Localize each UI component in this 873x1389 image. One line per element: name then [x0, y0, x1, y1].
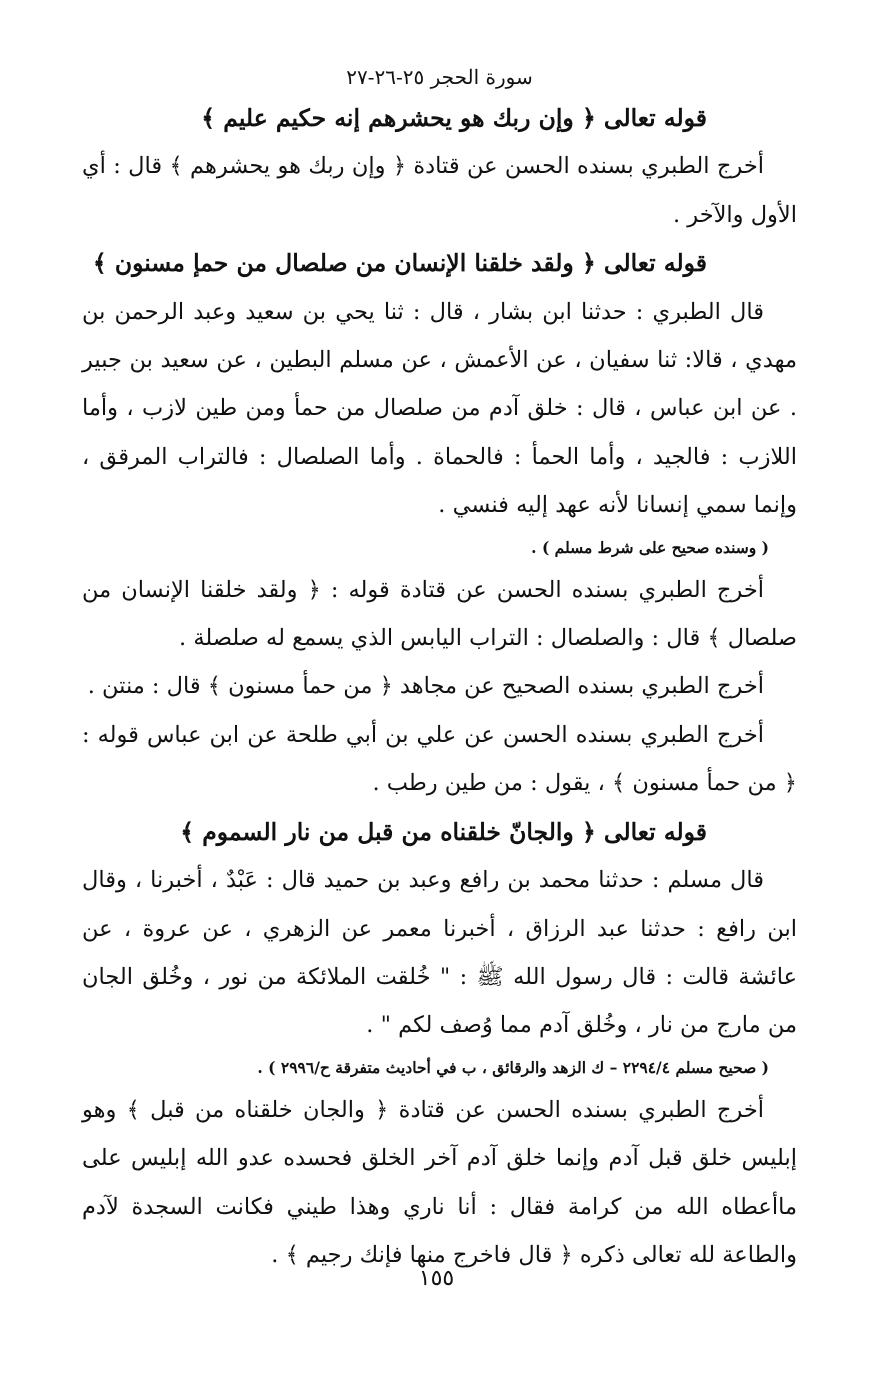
verse-heading: قوله تعالى ﴿ وإن ربك هو يحشرهم إنه حكيم عليم ﴾ [201, 104, 707, 132]
paragraph: أخرج الطبري بسنده الصحيح عن مجاهد ﴿ من حمأ مسنون ﴾ قال : منتن . [87, 673, 764, 700]
verse-heading: قوله تعالى ﴿ ولقد خلقنا الإنسان من صلصال من حمإ مسنون ﴾ [92, 249, 707, 278]
running-header: سورة الحجر ٢٥-٢٦-٢٧ [346, 65, 533, 89]
paragraph: قال الطبري : حدثنا ابن بشار ، قال : ثنا يحي بن سعيد وعبد الرحمن بن مهدي ، قالا: ثنا سفيان ، عن الأعمش ، عن مسلم البطين ، عن سعيد بن جبير . عن ابن عباس ، قال : خلق آدم من صلصال من حمأ ومن طين لازب ، وأما اللازب : فالجيد ، وأما الحمأ : فالحماة . وأما الصلصال : فالتراب المرقق ، وإنما سمي إنسانا لأنه عهد إليه فنسي . [82, 298, 797, 519]
source-reference: ( صحيح مسلم ٢٢٩٤/٤ – ك الزهد والرقائق ، ب في أحاديث متفرقة ح/٢٩٩٦ ) . [257, 1057, 769, 1077]
page-number: ١٥٥ [418, 1266, 455, 1291]
paragraph: قال مسلم : حدثنا محمد بن رافع وعبد بن حميد قال : عَبْدٌ ، أخبرنا ، وقال ابن رافع : حدثنا عبد الرزاق ، أخبرنا معمر عن الزهري ، عن عروة ، عن عائشة قالت : قال رسول الله ﷺ : " خُلقت الملائكة من نور ، وخُلق الجان من مارج من نار ، وخُلق آدم مما وُصف لكم " . [82, 867, 797, 1039]
paragraph: أخرج الطبري بسنده الحسن عن قتادة قوله : ﴿ ولقد خلقنا الإنسان من صلصال ﴾ قال : والصلصال : التراب اليابس الذي يسمع له صلصلة . [82, 576, 797, 652]
verse-heading: قوله تعالى ﴿ والجانّ خلقناه من قبل من نار السموم ﴾ [180, 817, 707, 846]
paragraph: أخرج الطبري بسنده الحسن عن قتادة ﴿ والجان خلقناه من قبل ﴾ وهو إبليس خلق قبل آدم وإنما خلق آدم آخر الخلق فحسده عدو الله إبليس على ماأعطاه الله من كرامة فقال : أنا ناري وهذا طيني فكانت السجدة لآدم والطاعة لله تعالى ذكره ﴿ قال فاخرج منها فإنك رجيم ﴾ . [82, 1096, 797, 1268]
source-reference: ( وسنده صحيح على شرط مسلم ) . [531, 537, 769, 557]
paragraph: أخرج الطبري بسنده الحسن عن علي بن أبي طلحة عن ابن عباس قوله : ﴿ من حمأ مسنون ﴾ ، يقول : من طين رطب . [82, 721, 797, 797]
paragraph: أخرج الطبري بسنده الحسن عن قتادة ﴿ وإن ربك هو يحشرهم ﴾ قال : أي الأول والآخر . [82, 153, 797, 228]
